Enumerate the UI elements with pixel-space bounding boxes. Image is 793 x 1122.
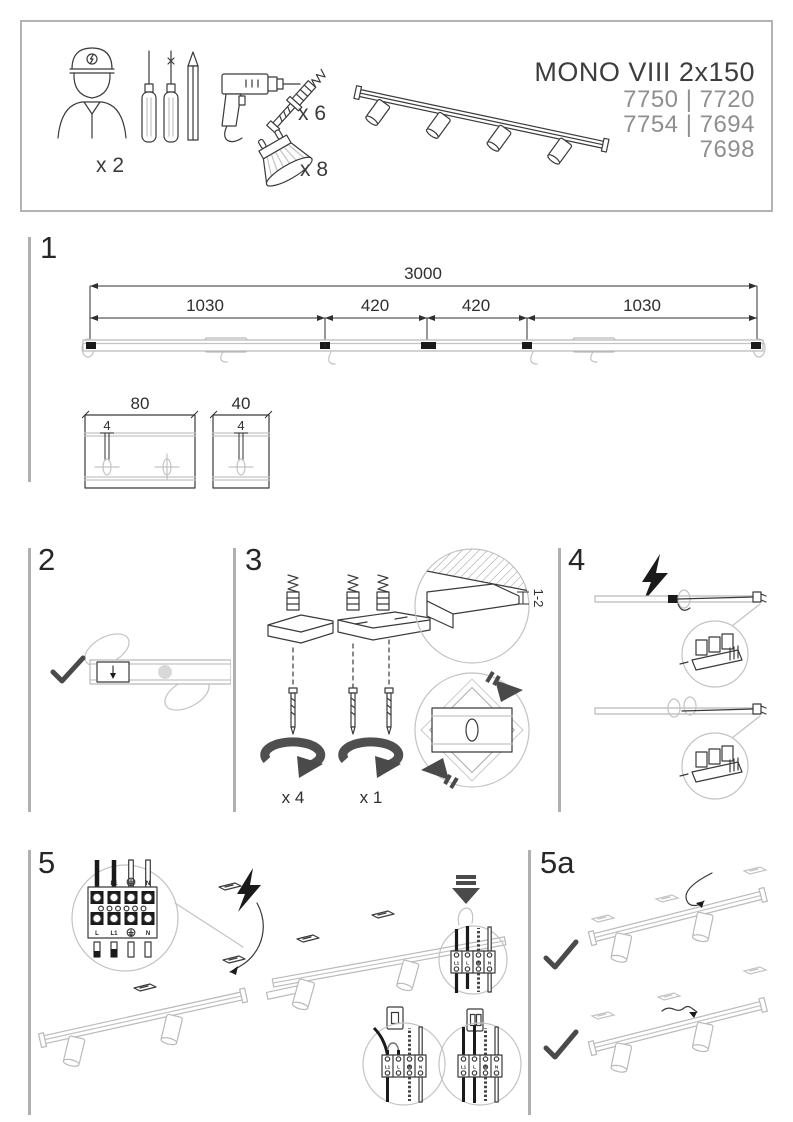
step5a-figure xyxy=(536,863,771,1115)
fixture-left xyxy=(39,984,254,1074)
check-icon xyxy=(546,942,576,967)
finished-option-1 xyxy=(546,867,771,970)
earth-symbol-icon xyxy=(127,878,135,886)
finished-option-2 xyxy=(546,967,771,1080)
terminal-label: L1 xyxy=(460,1064,467,1070)
fixture-middle xyxy=(272,875,511,1016)
mount-clip xyxy=(86,342,96,349)
check-icon xyxy=(53,658,83,681)
anchor-set-double xyxy=(338,575,430,807)
step-number: 1 xyxy=(40,230,58,265)
dim-segment: 420 xyxy=(461,296,491,315)
anchor-qty: x 6 xyxy=(298,102,327,125)
earth-symbol-icon xyxy=(477,961,481,965)
installer-icon xyxy=(48,42,134,146)
model-numbers-line: 7698 xyxy=(699,136,755,164)
mount-clip xyxy=(522,342,532,349)
step-number: 5a xyxy=(540,845,575,880)
template-width: 80 xyxy=(130,394,150,413)
hole-diameter: 4 xyxy=(237,418,245,433)
earth-symbol-icon xyxy=(484,1065,488,1069)
cable-grommet xyxy=(158,665,172,679)
power-off-icon xyxy=(642,554,668,602)
earth-symbol-icon xyxy=(127,929,135,937)
step-number: 3 xyxy=(245,542,263,577)
terminal-strip xyxy=(382,1055,426,1077)
wiring-detail-double-switch xyxy=(439,1009,521,1105)
terminal-label: N xyxy=(145,881,151,887)
terminal-label: L xyxy=(473,1064,476,1070)
terminal-label: L xyxy=(466,960,469,966)
step-number: 4 xyxy=(568,542,586,577)
dim-segment: 1030 xyxy=(623,296,661,315)
ceiling-gap-label: 1-2 xyxy=(531,588,546,608)
step-2 xyxy=(20,540,233,820)
qty-double: x 1 xyxy=(359,788,383,807)
ceiling-gap-detail xyxy=(411,544,546,663)
product-title: MONO VIII 2x150 xyxy=(534,57,755,87)
mount-clip xyxy=(751,342,761,349)
title-block xyxy=(534,58,755,163)
step4-figure xyxy=(570,548,768,816)
step-4 xyxy=(558,540,771,820)
press-arrow-icon xyxy=(456,875,476,879)
drill-template-narrow xyxy=(210,394,272,488)
step5-figure xyxy=(35,855,527,1119)
bracket-rotate-detail xyxy=(415,672,529,788)
earth-symbol-icon xyxy=(408,1065,412,1069)
rail-wiring-bottom xyxy=(595,697,766,799)
wiring-detail-supply xyxy=(439,926,507,994)
drill-template-wide xyxy=(82,394,198,488)
terminal-label: L1 xyxy=(110,881,118,887)
step-number: 5 xyxy=(38,845,56,880)
terminal-label: L xyxy=(95,931,99,937)
step-5a xyxy=(528,843,771,1122)
terminal-label: L1 xyxy=(384,1064,391,1070)
model-numbers-line: 7750 | 7720 xyxy=(623,85,755,113)
step-3 xyxy=(233,540,558,820)
terminal-label: L1 xyxy=(110,931,118,937)
installer-qty: x 2 xyxy=(95,154,124,177)
terminal-label: L xyxy=(397,1064,400,1070)
mount-clip xyxy=(421,342,436,349)
check-icon xyxy=(546,1032,576,1057)
step1-dimension-drawing xyxy=(55,248,767,510)
terminal-label: L1 xyxy=(453,960,460,966)
terminal-strip xyxy=(458,1055,502,1077)
terminal-label: N xyxy=(145,931,151,937)
step-5 xyxy=(20,843,528,1122)
screwdrivers-icon xyxy=(138,48,210,152)
rail-wiring-top xyxy=(595,590,766,687)
terminal-label: N xyxy=(487,960,492,966)
parts-header-box xyxy=(20,20,773,212)
step2-figure xyxy=(35,630,231,740)
terminal-label: L xyxy=(95,881,99,887)
dim-segment: 420 xyxy=(360,296,390,315)
bulb-qty: x 8 xyxy=(300,158,329,181)
terminal-block-detail xyxy=(72,860,243,971)
anchor-set-single xyxy=(265,575,333,807)
dim-segment: 1030 xyxy=(186,296,224,315)
step-number: 2 xyxy=(38,542,56,577)
terminal-strip xyxy=(451,951,495,973)
terminal-label: N xyxy=(418,1064,423,1070)
dim-total: 3000 xyxy=(404,264,442,283)
step-1 xyxy=(20,228,771,513)
step3-figure xyxy=(243,540,558,818)
qty-single: x 4 xyxy=(281,788,305,807)
model-numbers-line: 7754 | 7694 xyxy=(623,111,755,139)
power-off-icon xyxy=(237,868,261,912)
wiring-detail-single-switch xyxy=(363,1007,445,1105)
template-width: 40 xyxy=(231,394,251,413)
hole-diameter: 4 xyxy=(103,418,111,433)
terminal-label: N xyxy=(494,1064,499,1070)
